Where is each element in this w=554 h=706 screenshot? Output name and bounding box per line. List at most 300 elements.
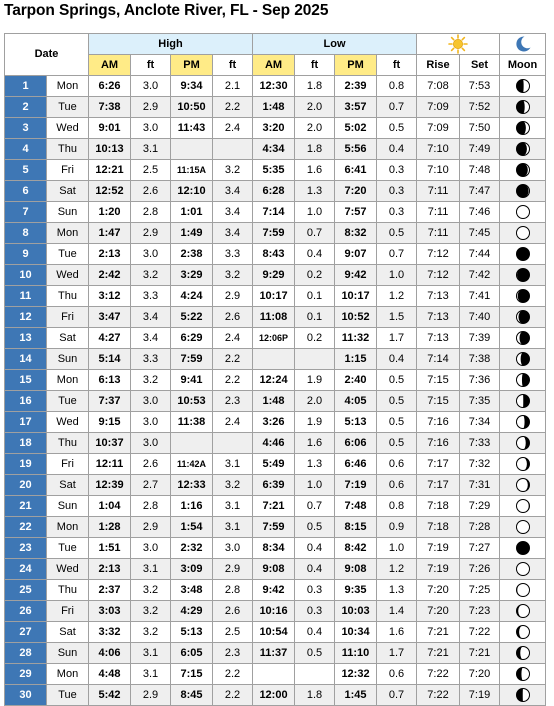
high-pm-time: 7:15 (171, 664, 213, 685)
low-am-height: 1.8 (295, 685, 335, 706)
sunrise-time: 7:10 (417, 160, 460, 181)
day-of-week: Sat (47, 181, 89, 202)
sunrise-time: 7:15 (417, 391, 460, 412)
high-am-time: 9:15 (89, 412, 131, 433)
low-pm-time: 9:07 (335, 244, 377, 265)
day-of-week: Wed (47, 559, 89, 580)
moon-phase-cell (500, 160, 546, 181)
sunrise-time: 7:10 (417, 139, 460, 160)
low-am-time: 7:59 (253, 223, 295, 244)
low-am-time: 5:35 (253, 160, 295, 181)
low-pm-time: 4:05 (335, 391, 377, 412)
low-am-height: 1.6 (295, 160, 335, 181)
low-pm-height: 0.4 (377, 349, 417, 370)
moon-phase-icon (515, 456, 531, 472)
day-of-week: Tue (47, 97, 89, 118)
sunrise-time: 7:13 (417, 328, 460, 349)
header-row-top (5, 34, 546, 55)
day-number: 20 (5, 475, 47, 496)
sunset-time: 7:42 (460, 265, 500, 286)
day-number: 5 (5, 160, 47, 181)
sunrise-time: 7:22 (417, 664, 460, 685)
low-am-height: 0.4 (295, 244, 335, 265)
table-row (5, 412, 546, 433)
low-am-height: 1.9 (295, 412, 335, 433)
sunrise-time: 7:18 (417, 496, 460, 517)
low-pm-time: 7:19 (335, 475, 377, 496)
low-pm-time: 9:42 (335, 265, 377, 286)
day-of-week: Sat (47, 328, 89, 349)
high-am-time: 6:26 (89, 76, 131, 97)
day-of-week: Sun (47, 349, 89, 370)
table-row (5, 517, 546, 538)
high-pm-header: PM (171, 55, 213, 76)
moon-phase-cell (500, 223, 546, 244)
sunset-time: 7:39 (460, 328, 500, 349)
high-am-height: 2.6 (131, 454, 171, 475)
moon-phase-cell (500, 664, 546, 685)
high-pm-height: 3.4 (213, 202, 253, 223)
sunset-time: 7:26 (460, 559, 500, 580)
day-number: 16 (5, 391, 47, 412)
high-am-time: 2:42 (89, 265, 131, 286)
high-pm-height: 2.2 (213, 370, 253, 391)
high-am-height: 2.6 (131, 181, 171, 202)
day-number: 11 (5, 286, 47, 307)
rise-header: Rise (417, 55, 460, 76)
moon-phase-cell (500, 601, 546, 622)
low-am-height: 0.4 (295, 559, 335, 580)
low-am-time: 10:54 (253, 622, 295, 643)
set-header: Set (460, 55, 500, 76)
high-am-time: 1:04 (89, 496, 131, 517)
moon-phase-icon (515, 372, 531, 388)
sunrise-time: 7:17 (417, 475, 460, 496)
day-of-week: Wed (47, 118, 89, 139)
low-pm-time: 8:32 (335, 223, 377, 244)
low-pm-time: 6:41 (335, 160, 377, 181)
sunset-time: 7:45 (460, 223, 500, 244)
day-of-week: Thu (47, 139, 89, 160)
low-am-time: 11:37 (253, 643, 295, 664)
table-row (5, 97, 546, 118)
high-pm-height: 2.9 (213, 559, 253, 580)
high-am-time: 6:13 (89, 370, 131, 391)
low-pm-time: 10:34 (335, 622, 377, 643)
sunset-time: 7:19 (460, 685, 500, 706)
high-am-height: 3.0 (131, 538, 171, 559)
low-pm-height: 0.5 (377, 412, 417, 433)
low-pm-height: 0.5 (377, 118, 417, 139)
day-number: 27 (5, 622, 47, 643)
day-number: 19 (5, 454, 47, 475)
high-pm-time: 10:53 (171, 391, 213, 412)
high-pm-height: 2.1 (213, 76, 253, 97)
high-am-height: 3.0 (131, 118, 171, 139)
low-pm-height: 1.5 (377, 307, 417, 328)
low-am-height: 1.6 (295, 433, 335, 454)
high-pm-time: 3:09 (171, 559, 213, 580)
sunrise-time: 7:08 (417, 76, 460, 97)
low-pm-time: 7:20 (335, 181, 377, 202)
low-am-height: 0.1 (295, 307, 335, 328)
sunrise-time: 7:12 (417, 265, 460, 286)
high-am-time: 1:28 (89, 517, 131, 538)
low-am-height: 0.7 (295, 496, 335, 517)
low-am-time: 12:24 (253, 370, 295, 391)
high-am-height: 2.8 (131, 202, 171, 223)
high-pm-ft-header: ft (213, 55, 253, 76)
day-of-week: Mon (47, 76, 89, 97)
low-am-height: 0.4 (295, 622, 335, 643)
day-number: 6 (5, 181, 47, 202)
low-pm-time: 9:08 (335, 559, 377, 580)
day-of-week: Tue (47, 391, 89, 412)
moon-phase-cell (500, 475, 546, 496)
day-of-week: Fri (47, 307, 89, 328)
low-am-time: 5:49 (253, 454, 295, 475)
moon-phase-cell (500, 643, 546, 664)
day-of-week: Tue (47, 538, 89, 559)
low-pm-time: 8:15 (335, 517, 377, 538)
low-pm-time: 11:10 (335, 643, 377, 664)
sunrise-time: 7:13 (417, 307, 460, 328)
low-am-time (253, 664, 295, 685)
moon-phase-cell (500, 685, 546, 706)
table-row (5, 622, 546, 643)
high-am-height: 2.5 (131, 160, 171, 181)
sunset-time: 7:44 (460, 244, 500, 265)
low-pm-height: 1.7 (377, 328, 417, 349)
high-pm-time: 1:54 (171, 517, 213, 538)
day-number: 15 (5, 370, 47, 391)
high-am-time: 12:11 (89, 454, 131, 475)
table-row (5, 601, 546, 622)
day-number: 13 (5, 328, 47, 349)
table-row (5, 643, 546, 664)
moon-phase-cell (500, 580, 546, 601)
low-am-height (295, 349, 335, 370)
high-am-time: 2:13 (89, 244, 131, 265)
day-number: 22 (5, 517, 47, 538)
moon-phase-icon (515, 204, 531, 220)
table-row (5, 160, 546, 181)
low-am-height: 0.1 (295, 286, 335, 307)
sunrise-time: 7:19 (417, 538, 460, 559)
low-pm-time: 11:32 (335, 328, 377, 349)
moon-phase-icon (515, 519, 531, 535)
moon-phase-icon (515, 540, 531, 556)
moon-phase-icon (515, 414, 531, 430)
low-am-height: 0.4 (295, 538, 335, 559)
low-am-time: 1:48 (253, 391, 295, 412)
moon-phase-cell (500, 202, 546, 223)
sunset-time: 7:47 (460, 181, 500, 202)
moon-phase-icon (515, 183, 531, 199)
moon-phase-cell (500, 118, 546, 139)
low-pm-height: 1.2 (377, 286, 417, 307)
day-of-week: Fri (47, 160, 89, 181)
high-pm-time: 11:15A (171, 160, 213, 181)
low-am-time: 12:06P (253, 328, 295, 349)
moon-phase-icon (515, 330, 531, 346)
high-am-time: 9:01 (89, 118, 131, 139)
table-row (5, 244, 546, 265)
sunset-time: 7:25 (460, 580, 500, 601)
low-am-height: 0.2 (295, 328, 335, 349)
low-pm-height: 0.7 (377, 97, 417, 118)
table-row (5, 370, 546, 391)
table-row (5, 118, 546, 139)
low-pm-time: 2:40 (335, 370, 377, 391)
sunset-time: 7:23 (460, 601, 500, 622)
low-pm-time: 1:45 (335, 685, 377, 706)
low-am-height: 2.0 (295, 118, 335, 139)
high-pm-time: 9:41 (171, 370, 213, 391)
low-am-height: 0.3 (295, 580, 335, 601)
low-pm-time: 7:57 (335, 202, 377, 223)
high-am-height: 3.1 (131, 643, 171, 664)
sunset-time: 7:49 (460, 139, 500, 160)
high-pm-height: 2.6 (213, 307, 253, 328)
sunrise-time: 7:20 (417, 580, 460, 601)
moon-phase-icon (515, 141, 531, 157)
low-am-height: 1.8 (295, 76, 335, 97)
table-row (5, 202, 546, 223)
high-pm-height: 2.2 (213, 349, 253, 370)
high-pm-time: 5:13 (171, 622, 213, 643)
high-am-time: 5:42 (89, 685, 131, 706)
moon-phase-cell (500, 244, 546, 265)
high-am-height: 3.2 (131, 601, 171, 622)
day-of-week: Wed (47, 265, 89, 286)
day-number: 8 (5, 223, 47, 244)
low-am-height: 1.3 (295, 454, 335, 475)
table-row (5, 580, 546, 601)
low-pm-height: 0.5 (377, 370, 417, 391)
low-pm-time: 10:03 (335, 601, 377, 622)
low-pm-time: 3:57 (335, 97, 377, 118)
high-am-time: 3:03 (89, 601, 131, 622)
low-pm-height: 0.7 (377, 244, 417, 265)
high-am-height: 3.2 (131, 370, 171, 391)
low-pm-height: 1.6 (377, 622, 417, 643)
low-pm-height: 1.3 (377, 580, 417, 601)
moon-phase-cell (500, 391, 546, 412)
low-am-time: 3:26 (253, 412, 295, 433)
sunrise-time: 7:11 (417, 223, 460, 244)
day-number: 26 (5, 601, 47, 622)
high-pm-height: 3.0 (213, 538, 253, 559)
sunrise-time: 7:21 (417, 643, 460, 664)
sunset-time: 7:21 (460, 643, 500, 664)
moon-phase-cell (500, 265, 546, 286)
moon-phase-cell (500, 349, 546, 370)
high-pm-height: 3.1 (213, 454, 253, 475)
high-am-time: 12:52 (89, 181, 131, 202)
sunrise-time: 7:09 (417, 118, 460, 139)
day-number: 9 (5, 244, 47, 265)
high-pm-time: 6:05 (171, 643, 213, 664)
high-am-height: 2.8 (131, 496, 171, 517)
low-pm-time: 5:56 (335, 139, 377, 160)
sunrise-time: 7:21 (417, 622, 460, 643)
day-of-week: Wed (47, 412, 89, 433)
high-pm-height: 3.1 (213, 496, 253, 517)
moon-phase-cell (500, 538, 546, 559)
low-pm-height: 0.5 (377, 391, 417, 412)
moon-phase-cell (500, 328, 546, 349)
day-of-week: Thu (47, 286, 89, 307)
high-am-height: 3.4 (131, 328, 171, 349)
moon-phase-icon (515, 582, 531, 598)
moon-phase-icon (515, 561, 531, 577)
sunset-time: 7:20 (460, 664, 500, 685)
crescent-moon-icon (500, 34, 545, 54)
tide-table-body (5, 76, 546, 706)
high-pm-time: 11:43 (171, 118, 213, 139)
low-pm-height: 0.9 (377, 517, 417, 538)
table-row (5, 433, 546, 454)
moon-phase-cell (500, 412, 546, 433)
sunrise-time: 7:20 (417, 601, 460, 622)
high-pm-height: 2.6 (213, 601, 253, 622)
sunset-time: 7:28 (460, 517, 500, 538)
day-of-week: Thu (47, 580, 89, 601)
high-am-height: 3.0 (131, 433, 171, 454)
moon-phase-icon (515, 435, 531, 451)
page-title: Tarpon Springs, Anclote River, FL - Sep 2025 (4, 2, 329, 19)
high-am-height: 3.2 (131, 622, 171, 643)
low-pm-time: 6:46 (335, 454, 377, 475)
low-am-time: 8:43 (253, 244, 295, 265)
high-pm-height: 3.2 (213, 160, 253, 181)
day-number: 14 (5, 349, 47, 370)
high-am-time: 2:37 (89, 580, 131, 601)
sunrise-time: 7:16 (417, 412, 460, 433)
high-am-height: 3.1 (131, 559, 171, 580)
sunrise-time: 7:17 (417, 454, 460, 475)
low-pm-time: 10:17 (335, 286, 377, 307)
low-pm-height: 0.8 (377, 496, 417, 517)
table-row (5, 685, 546, 706)
low-pm-height: 0.3 (377, 202, 417, 223)
low-am-time: 7:21 (253, 496, 295, 517)
moon-phase-cell (500, 454, 546, 475)
moon-phase-header: Moon (500, 55, 546, 76)
low-am-time: 10:16 (253, 601, 295, 622)
high-pm-time: 12:10 (171, 181, 213, 202)
high-pm-height: 2.5 (213, 622, 253, 643)
high-am-height: 3.4 (131, 307, 171, 328)
high-am-time: 4:48 (89, 664, 131, 685)
moon-phase-icon (515, 225, 531, 241)
day-number: 7 (5, 202, 47, 223)
moon-phase-cell (500, 307, 546, 328)
low-pm-time: 5:13 (335, 412, 377, 433)
low-pm-header: PM (335, 55, 377, 76)
high-am-time: 3:32 (89, 622, 131, 643)
table-row (5, 181, 546, 202)
high-am-height: 3.0 (131, 76, 171, 97)
moon-phase-icon (515, 393, 531, 409)
sunset-time: 7:32 (460, 454, 500, 475)
high-am-time: 4:27 (89, 328, 131, 349)
low-pm-height: 0.6 (377, 664, 417, 685)
high-am-time: 12:39 (89, 475, 131, 496)
moon-phase-icon (515, 267, 531, 283)
table-row (5, 538, 546, 559)
low-am-height: 1.9 (295, 370, 335, 391)
low-header: Low (253, 34, 417, 55)
high-pm-time: 8:45 (171, 685, 213, 706)
moon-phase-icon (515, 246, 531, 262)
moon-phase-icon (515, 309, 531, 325)
low-pm-time: 9:35 (335, 580, 377, 601)
high-am-time: 1:47 (89, 223, 131, 244)
high-am-time: 1:51 (89, 538, 131, 559)
low-am-time: 12:00 (253, 685, 295, 706)
low-am-height: 2.0 (295, 97, 335, 118)
table-row (5, 349, 546, 370)
sunset-time: 7:36 (460, 370, 500, 391)
low-am-height: 0.5 (295, 643, 335, 664)
table-row (5, 391, 546, 412)
high-am-height: 2.9 (131, 97, 171, 118)
low-am-time: 4:34 (253, 139, 295, 160)
low-am-time: 6:28 (253, 181, 295, 202)
high-am-height: 3.1 (131, 664, 171, 685)
high-am-header: AM (89, 55, 131, 76)
day-number: 18 (5, 433, 47, 454)
low-pm-time: 12:32 (335, 664, 377, 685)
high-am-height: 3.0 (131, 244, 171, 265)
high-am-time: 7:38 (89, 97, 131, 118)
moon-phase-icon (515, 162, 531, 178)
high-am-height: 3.2 (131, 580, 171, 601)
day-number: 25 (5, 580, 47, 601)
high-am-time: 3:47 (89, 307, 131, 328)
low-pm-height: 0.6 (377, 475, 417, 496)
moon-header (500, 34, 546, 55)
low-pm-time: 10:52 (335, 307, 377, 328)
low-am-height: 2.0 (295, 391, 335, 412)
moon-phase-cell (500, 370, 546, 391)
low-am-height: 0.2 (295, 265, 335, 286)
low-am-time: 3:20 (253, 118, 295, 139)
moon-phase-cell (500, 559, 546, 580)
low-am-height: 1.0 (295, 475, 335, 496)
high-pm-time: 7:59 (171, 349, 213, 370)
day-of-week: Mon (47, 223, 89, 244)
sunrise-time: 7:11 (417, 202, 460, 223)
high-am-height: 2.9 (131, 223, 171, 244)
high-pm-time: 2:38 (171, 244, 213, 265)
day-of-week: Tue (47, 244, 89, 265)
low-am-time: 9:42 (253, 580, 295, 601)
day-number: 30 (5, 685, 47, 706)
high-pm-height: 2.2 (213, 664, 253, 685)
low-am-time: 1:48 (253, 97, 295, 118)
sunset-time: 7:22 (460, 622, 500, 643)
high-am-time: 10:13 (89, 139, 131, 160)
low-pm-time: 5:02 (335, 118, 377, 139)
high-pm-time: 10:50 (171, 97, 213, 118)
low-am-height: 1.0 (295, 202, 335, 223)
day-of-week: Sat (47, 622, 89, 643)
low-am-time: 7:59 (253, 517, 295, 538)
moon-phase-icon (515, 624, 531, 640)
